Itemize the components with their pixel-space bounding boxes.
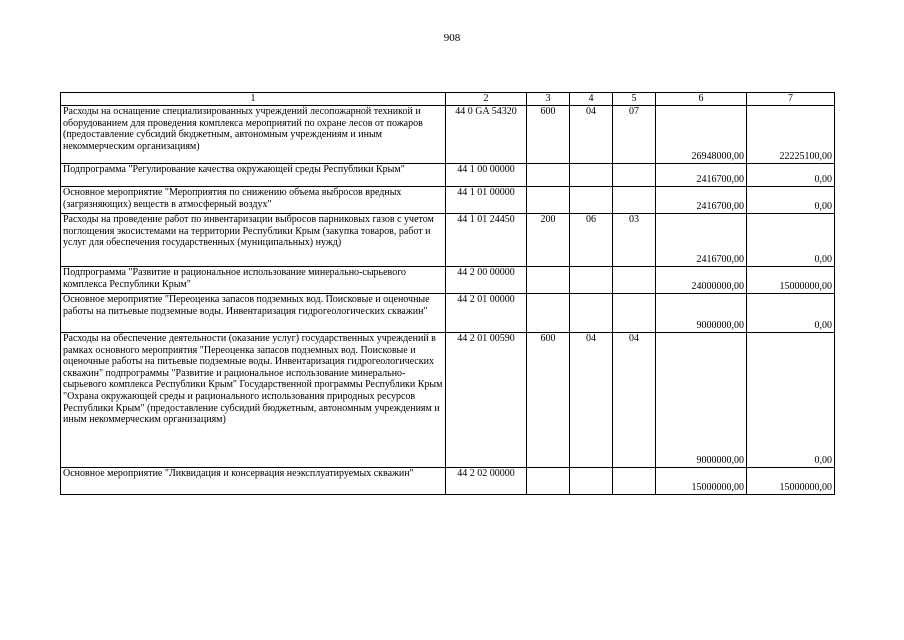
- row-amount-6: 24000000,00: [656, 267, 747, 294]
- header-cell: 7: [747, 93, 835, 106]
- header-cell: 1: [61, 93, 446, 106]
- row-amount-7: 0,00: [747, 187, 835, 214]
- row-col3: [527, 164, 570, 187]
- row-col4: 04: [570, 106, 613, 164]
- row-col4: 04: [570, 333, 613, 468]
- row-col4: [570, 294, 613, 333]
- row-amount-7: 0,00: [747, 333, 835, 468]
- row-col3: 600: [527, 333, 570, 468]
- table-row: [61, 294, 835, 333]
- table-row: [61, 333, 835, 468]
- page-number: 908: [443, 32, 461, 44]
- row-description: Основное мероприятие "Переоценка запасов подземных вод. Поисковые и оценочные работы на питьевые подземные воды. Инвентаризация гидрогеологических скважин": [61, 294, 446, 333]
- row-description: Основное мероприятие "Мероприятия по снижению объема выбросов вредных (загрязняющих) веществ в атмосферный воздух": [61, 187, 446, 214]
- row-amount-6: 9000000,00: [656, 294, 747, 333]
- row-code: 44 2 02 00000: [446, 468, 527, 495]
- table-row: [61, 468, 835, 495]
- header-cell: 5: [613, 93, 656, 106]
- row-code: 44 1 00 00000: [446, 164, 527, 187]
- header-cell: 4: [570, 93, 613, 106]
- row-amount-7: 0,00: [747, 214, 835, 267]
- row-col5: [613, 294, 656, 333]
- row-amount-7: 15000000,00: [747, 468, 835, 495]
- header-cell: 3: [527, 93, 570, 106]
- row-col3: [527, 294, 570, 333]
- row-col3: [527, 187, 570, 214]
- row-code: 44 2 00 00000: [446, 267, 527, 294]
- row-amount-6: 26948000,00: [656, 106, 747, 164]
- table-header-row: [61, 93, 835, 106]
- row-col4: [570, 164, 613, 187]
- row-col3: 600: [527, 106, 570, 164]
- row-col5: [613, 267, 656, 294]
- row-col4: [570, 187, 613, 214]
- row-amount-6: 2416700,00: [656, 164, 747, 187]
- row-description: Подпрограмма "Регулирование качества окружающей среды Республики Крым": [61, 164, 446, 187]
- row-code: 44 1 01 24450: [446, 214, 527, 267]
- row-code: 44 0 GA 54320: [446, 106, 527, 164]
- row-col3: [527, 468, 570, 495]
- header-cell: 6: [656, 93, 747, 106]
- row-description: Подпрограмма "Развитие и рациональное использование минерально-сырьевого комплекса Республики Крым": [61, 267, 446, 294]
- row-amount-7: 0,00: [747, 164, 835, 187]
- header-cell: 2: [446, 93, 527, 106]
- row-col4: 06: [570, 214, 613, 267]
- row-col3: [527, 267, 570, 294]
- table-row: [61, 106, 835, 164]
- row-amount-6: 15000000,00: [656, 468, 747, 495]
- table-row: [61, 164, 835, 187]
- row-col5: 07: [613, 106, 656, 164]
- row-col4: [570, 267, 613, 294]
- row-col5: 04: [613, 333, 656, 468]
- row-description: Расходы на оснащение специализированных учреждений лесопожарной техникой и оборудованием для проведения комплекса мероприятий по охране лесов от пожаров (предоставление субсидий бюджетным, автономным учреждениям и иным некоммерческим организациям): [61, 106, 446, 164]
- row-description: Расходы на проведение работ по инвентаризации выбросов парниковых газов с учетом поглощения экосистемами на территории Республики Крым (закупка товаров, работ и услуг для обеспечения государственных (муниципальных) нужд): [61, 214, 446, 267]
- row-amount-6: 9000000,00: [656, 333, 747, 468]
- table-row: [61, 267, 835, 294]
- row-amount-7: 0,00: [747, 294, 835, 333]
- row-col5: [613, 468, 656, 495]
- row-col5: [613, 187, 656, 214]
- row-description: Основное мероприятие "Ликвидация и консервация неэксплуатируемых скважин": [61, 468, 446, 495]
- row-amount-6: 2416700,00: [656, 214, 747, 267]
- row-amount-7: 15000000,00: [747, 267, 835, 294]
- budget-table: [60, 92, 835, 495]
- row-code: 44 1 01 00000: [446, 187, 527, 214]
- row-col4: [570, 468, 613, 495]
- row-amount-7: 22225100,00: [747, 106, 835, 164]
- table-row: [61, 214, 835, 267]
- row-col5: [613, 164, 656, 187]
- row-code: 44 2 01 00000: [446, 294, 527, 333]
- table-row: [61, 187, 835, 214]
- row-col5: 03: [613, 214, 656, 267]
- row-description: Расходы на обеспечение деятельности (оказание услуг) государственных учреждений в рамках основного мероприятия "Переоценка запасов подземных вод. Поисковые и оценочные работы на питьевые подземные воды. Инвентаризация гидрогеологических скважин" подпрограммы "Развитие и рациональное использование минерально-сырьевого комплекса Республики Крым" Государственной программы Республики Крым "Охрана окружающей среды и рационального использования природных ресурсов Республики Крым" (предоставление субсидий бюджетным, автономным учреждениям и иным некоммерческим организациям): [61, 333, 446, 468]
- row-col3: 200: [527, 214, 570, 267]
- row-code: 44 2 01 00590: [446, 333, 527, 468]
- row-amount-6: 2416700,00: [656, 187, 747, 214]
